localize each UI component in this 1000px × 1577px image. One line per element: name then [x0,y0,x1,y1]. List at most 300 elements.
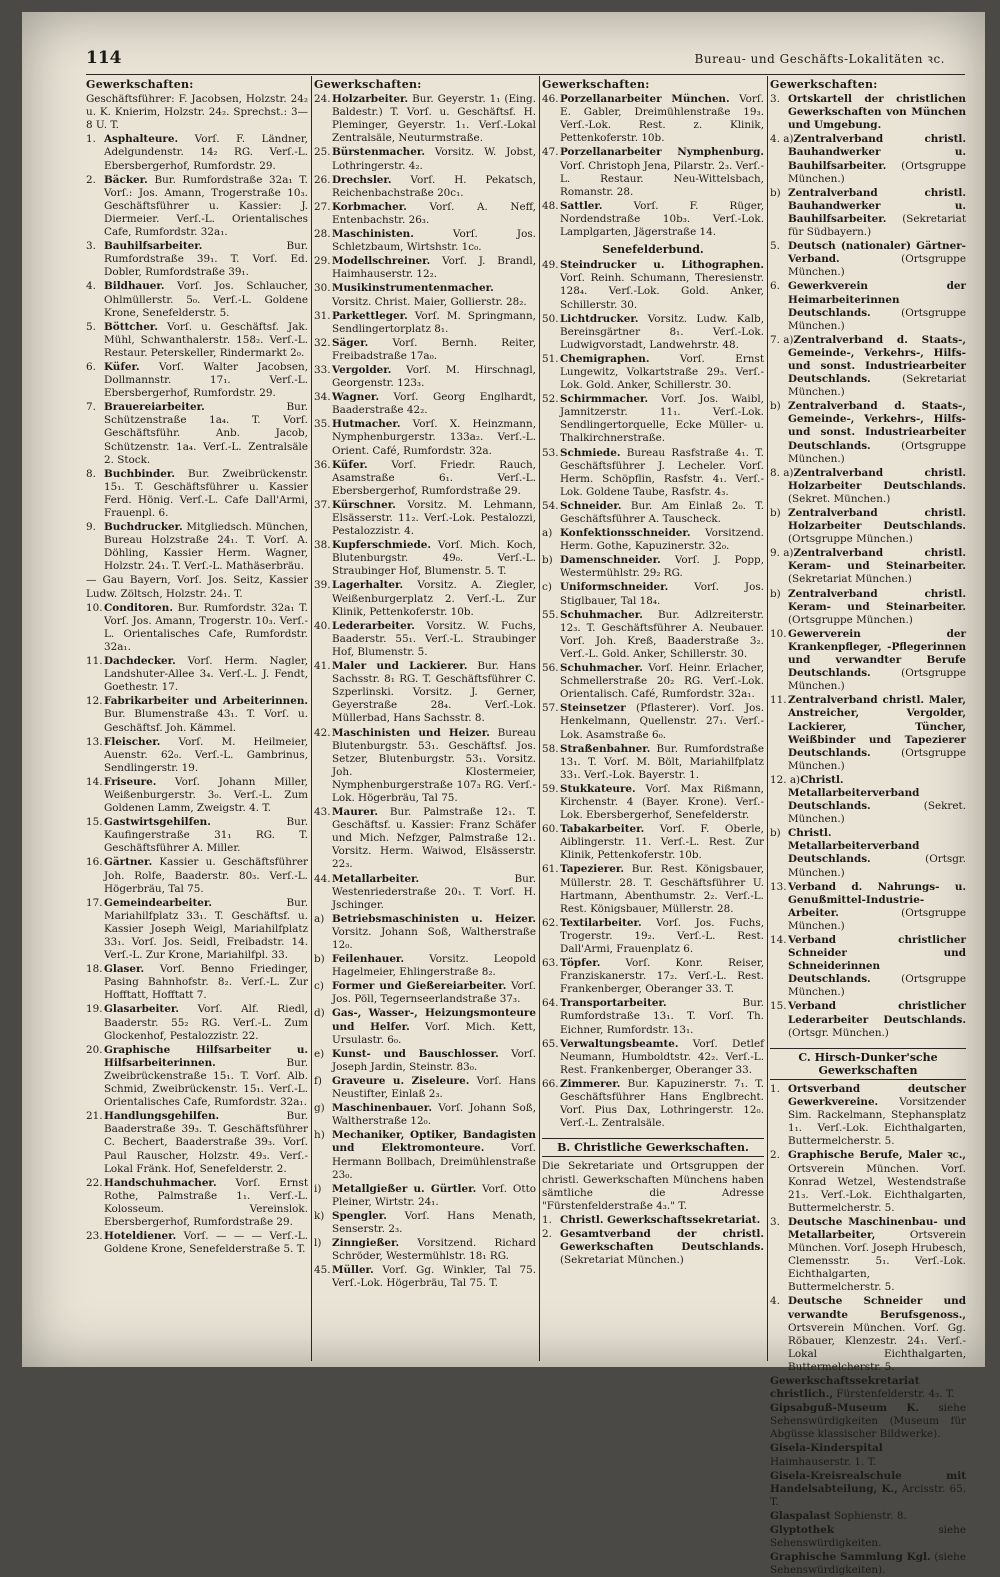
entry-text: Kassier u. Geschäftsführer Joh. Rolfe, Baaderstr. 80₃. Verſ.-L. Högerbräu, Tal 75. [104,856,308,895]
entry-title: Betriebsmaschinisten u. Heizer. [332,912,536,925]
entry-text: Bur. Rumfordstraße 39₁. T. Vorſ. Ed. Dobler, Rumfordstraße 39₁. [104,240,308,279]
entry-number: 5. [86,320,96,333]
directory-entry [770,467,966,506]
entry-number: 60. [542,823,559,836]
directory-entry [542,917,764,956]
directory-entry [770,334,966,399]
entry-title: Handlungsgehilfen. [104,1110,220,1123]
directory-entry [86,655,308,694]
entry-text: Vorſ. Christoph Jena, Pilarstr. 2₃. Verſ.-L. Restaur. Neu-Wittelsbach, Romanstr. 28. [560,159,764,198]
section-heading: B. Christliche Gewerkschaften. [542,1138,764,1157]
entry-text: Ortsverein München. Vorſ. Konrad Wetzel, Westendstraße 21₃. Verſ.-Lok. Eichthalgarten, Buttermelcherstr. 5. [788,1162,966,1214]
directory-entry [770,1510,966,1523]
directory-entry [542,581,764,607]
directory-entry [314,1075,536,1101]
directory-entry [770,1442,966,1468]
entry-title: Müller. [332,1264,374,1277]
entry-title: Zentralverband d. Staats-, Gemeinde-, Verkehrs-, Hilfs- und sonst. Industriearbeiter Deutschlands. [788,333,966,386]
entry-number: 36. [314,458,331,471]
entry-number: 55. [542,608,559,621]
entry-number: 51. [542,352,559,365]
entry-text: Vorſ. Jos. Waibl, Jamnitzerstr. 11₁. Verſ.-Lok. Sendlingertorquelle, Ecke Müller- u. Thalkirchnerstraße. [560,393,764,445]
entry-text: Vorsitzend. Herm. Gothe, Kapuzinerstr. 32₀. [560,527,764,553]
entry-number: 6. [86,360,96,373]
entry-text: Vorſ. A. Neff, Entenbachstr. 26₃. [332,200,536,226]
entry-title: Gisela-Kinderspital [770,1442,883,1455]
entry-title: Christl. Gewerkschaftssekretariat. [560,1213,761,1226]
entry-number: 20. [86,1043,103,1056]
directory-entry [86,1177,308,1229]
entry-number: 10. [86,601,103,614]
directory-entry [770,694,966,773]
directory-entry [770,774,966,826]
entry-title: Kunst- und Bauschlosser. [332,1047,499,1060]
entry-number: 37. [314,498,331,511]
entry-title: Deutsche Maschinenbau- und Metallarbeiter, [788,1215,966,1241]
entry-text: Bur. Rumfordstraße 13₁. T. Vorſ. Th. Eichner, Rumfordstr. 13₁. [560,997,764,1036]
entry-text: Vorſ. Konr. Reiser, Franziskanerstr. 17₂. Verſ.-L. Rest. Frankenberger, Oberanger 33. T. [560,957,764,996]
entry-number: 2. [86,173,96,186]
entry-number: d) [314,1007,325,1020]
entry-number: h) [314,1129,325,1142]
entry-title: Schuhmacher. [560,608,643,621]
entry-title: Zentralverband christl. Holzarbeiter Deutschlands. [788,507,966,533]
entry-title: Deutsch (nationaler) Gärtner-Verband. [788,240,966,266]
directory-entry [314,201,536,227]
entry-number: 41. [314,660,331,673]
entry-number: 52. [542,393,559,406]
directory-entry [770,1551,966,1577]
entry-title: Graveure u. Ziseleure. [332,1074,470,1087]
entry-number: 11. [770,694,787,707]
entry-number: 29. [314,255,331,268]
entry-title: Spengler. [332,1209,387,1222]
directory-entry [770,1402,966,1441]
entry-number: 31. [314,309,331,322]
entry-title: Sattler. [560,199,603,212]
entry-text: Vorſ. Bernh. Reiter, Freibadstraße 17a₀. [332,336,536,362]
entry-text: (Ortsgruppe München.) [788,906,966,932]
directory-entry [314,391,536,417]
directory-entry [314,146,536,172]
entry-text: (siehe Sehenswürdigkeiten). [770,1551,966,1577]
entry-number: 1. [542,1213,552,1226]
directory-entry [86,1003,308,1042]
entry-text: Bur. Rumfordstraße 13₁. T. Vorſ. M. Bölt, Mariahilfplatz 33₁. Verſ.-Lok. Bayerstr. 1. [560,742,764,781]
column-3 [542,76,764,1361]
entry-number: b) [770,507,781,519]
entry-number: 6. [770,280,780,293]
entry-number: i) [314,1182,322,1195]
directory-entry [542,554,764,580]
entry-text: (Sekretariat München.) [788,373,966,399]
column-divider [539,76,540,1361]
entry-number: 25. [314,146,331,159]
entry-title: Schirmmacher. [560,393,649,406]
entry-text: Sophienstr. 8. [830,1509,907,1522]
entry-number: 7. [86,401,96,414]
directory-entry [86,736,308,775]
entry-text: Vorsitz. W. Jobst, Lothringerstr. 4₂. [332,146,536,172]
entry-number: 16. [86,856,103,869]
paragraph: Die Sekretariate und Ortsgruppen der christl. Gewerkschaften Münchens haben sämtliche die Adresse "Fürstenfelderstraße 4₃." T. [542,1160,764,1212]
entry-number: 47. [542,146,559,159]
directory-entry [314,953,536,979]
entry-text: Bureau Rasfstraße 4₁. T. Geschäftsführer J. Lecheler. Vorſ. Herm. Schöpflin, Rasfstr. 4₁. Verſ.-Lok. Goldene Taube, Rasfstr. 4₃. [560,446,764,498]
directory-entry [542,609,764,661]
entry-text: (Ortsgruppe München.) [788,439,966,465]
directory-entry [86,361,308,400]
directory-entry [542,1214,764,1227]
entry-number: e) [314,1047,325,1060]
entry-text: Vorſ. — — — Verſ.-L. Goldene Krone, Senefelderstraße 5. T. [104,1230,308,1256]
entry-title: Wagner. [332,391,380,404]
entry-number: 15. [86,816,103,829]
entry-text: Vorsitz. Ludw. Kalb, Bereinsgärtner 8₁. Verſ.-Lok. Ludwigvorstadt, Landwehrstr. 48. [560,312,764,351]
directory-entry [542,527,764,553]
entry-title: Handschuhmacher. [104,1176,217,1189]
directory-entry [314,1264,536,1290]
entry-number: 62. [542,916,559,929]
column-divider [311,76,312,1361]
entry-text: Vorſ. F. Ländner, Adelgundenstr. 14₂ RG. Verſ.-L. Ebersbergerhof, Rumfordstr. 29. [104,133,308,172]
entry-number: b) [770,186,781,199]
section-heading: C. Hirsch-Dunker'sche Gewerkschaften [770,1048,966,1080]
directory-entry [314,980,536,1006]
directory-entry [314,806,536,871]
entry-title: Drechsler. [332,173,392,186]
entry-text: Vorſ. Mich. Kett, Ursulastr. 6₀. [332,1020,536,1046]
directory-entry [86,133,308,172]
entry-title: Straßenbahner. [560,742,651,755]
entry-title: Gas-, Wasser-, Heizungsmonteure und Helfer. [332,1007,536,1033]
entry-title: Verband christlicher Schneider und Schneiderinnen Deutschlands. [788,934,966,986]
entry-title: Glaser. [104,963,145,976]
entry-title: Uniformschneider. [560,581,669,594]
entry-text: Vorſ. J. Brandl, Haimhauserstr. 12₂. [332,255,536,281]
entry-title: Christl. Metallarbeiterverband Deutschlands. [788,773,920,813]
directory-page [22,12,985,1577]
entry-title: Konfektionsschneider. [560,527,691,540]
directory-entry [542,93,764,145]
directory-entry [542,447,764,499]
entry-number: 12. a) [770,773,801,786]
entry-number: 46. [542,93,559,106]
entry-title: Glasarbeiter. [104,1003,179,1016]
directory-entry [542,997,764,1036]
entry-text: Vorſ. Jos. Stiglbauer, Tal 18₄. [560,581,764,607]
directory-entry [542,702,764,741]
entry-text: (Ortsgruppe München.) [788,253,966,279]
entry-text: (Sekretariat für Südbayern.) [788,212,966,239]
entry-title: Metallarbeiter. [332,872,420,885]
directory-entry [542,823,764,862]
entry-text: Vorſ. Gg. Winkler, Tal 75. Verſ.-Lok. Högerbräu, Tal 75. T. [332,1264,536,1290]
entry-text: Vorſ. Herm. Nagler, Landshuter-Allee 3₄. Verſ.-L. J. Fendt, Goethestr. 17. [104,655,308,694]
directory-entry [86,897,308,962]
entry-title: Hutmacher. [332,418,401,431]
entry-title: Maschinisten und Heizer. [332,726,490,739]
entry-number: 44. [314,872,331,885]
entry-text: (Ortsgruppe München.) [788,533,913,546]
entry-text: Vorſ. Mich. Koch, Blutenburgstr. 49₀. Verſ.-L. Straubinger Hof, Blumenstr. 5. T. [332,539,536,578]
entry-title: Gisela-Kreisrealschule mit Handelsabteilung, K., [770,1469,966,1495]
directory-entry [86,521,308,573]
column-2 [314,76,536,1361]
entry-text: Vorſ. Hans Menath, Senserstr. 2₃. [332,1209,536,1235]
directory-entry [542,146,764,198]
entry-title: Modellschreiner. [332,255,431,268]
entry-title: Zentralverband christl. Bauhandwerker u. Bauhilfsarbeiter. [788,133,966,172]
entry-title: Ortskartell der christlichen Gewerkschaften von München und Umgebung. [788,93,966,132]
entry-title: Gärtner. [104,856,153,869]
directory-entry [314,1048,536,1074]
entry-text: Vorſ. Ernst Lungewitz, Volkartstraße 29₃. Verſ.-Lok. Gold. Anker, Schillerstr. 30. [560,352,764,392]
entry-number: 7. a) [770,333,794,346]
entry-text: (Sekretariat München.) [560,1254,684,1267]
entry-number: 13. [86,735,103,748]
entry-text: Bur. Rumfordstr. 32a₁ T. Vorſ. Jos. Amann, Trogerstr. 10₃. Verſ.-L. Orientalisches Cafe, Rumfordstr. 32a₁. [104,601,308,653]
entry-text: Vorsitzender Sim. Rackelmann, Stephansplatz 1₁. Verſ.-Lok. Eichthalgarten, Buttermelcherstr. 5. [788,1096,966,1148]
entry-text: Vorſ. u. Geschäftsf. Jak. Mühl, Schwanthalerstr. 158₂. Verſ.-L. Restaur. Peterskeller, Rindermarkt 2₀. [104,320,308,359]
entry-number: 3. [770,1215,780,1228]
directory-entry [314,1102,536,1128]
entry-title: Gastwirtsgehilfen. [104,816,211,829]
entry-text: Vorſ. F. Oberle, Aiblingerstr. 11. Verſ.-L. Rest. Zur Klinik, Pettenkoferstr. 10b. [560,823,764,862]
directory-entry [314,282,536,308]
directory-entry [314,337,536,363]
entry-number: 24. [314,93,331,106]
directory-entry [770,507,966,546]
entry-number: 3. [770,93,780,106]
entry-title: Graphische Hilfsarbeiter u. Hilfsarbeiterinnen. [104,1043,308,1069]
entry-number: b) [770,827,781,840]
entry-title: Kürschner. [332,498,396,511]
entry-text: Bur. Am Einlaß 2₀. T. Geschäftsführer A. Tauscheck. [560,499,764,525]
entry-number: 12. [86,695,103,708]
entry-number: 27. [314,200,331,213]
entry-number: 21. [86,1110,103,1123]
paragraph: Geschäftsführer: F. Jacobsen, Holzstr. 24₂ u. K. Knierim, Holzstr. 24₂. Sprechst.: 3—8 U. T. [86,93,308,132]
entry-title: Textilarbeiter. [560,916,642,929]
entry-number: 1. [86,133,96,146]
entry-title: Schuhmacher. [560,662,643,675]
directory-entry [770,1216,966,1295]
entry-text: Bur. Mariahilfplatz 33₁. T. Geschäftsf. u. Kassier Joseph Weigl, Mariahilfplatz 33₁. Vorſ. Jos. Seidl, Freibadstr. 14. Verſ.-L. Zur Krone, Mariahilfpl. 33. [104,896,308,962]
entry-number: 14. [86,775,103,788]
entry-number: 2. [770,1149,780,1162]
entry-text: Bur. Kaufingerstraße 31₁ RG. T. Geschäftsführer A. Miller. [104,816,308,855]
entry-title: Buchbinder. [104,467,175,480]
entry-text: (Ortsgruppe München.) [788,667,966,693]
entry-title: Küfer. [104,360,140,373]
directory-entry [770,93,966,132]
entry-text: Vorſ. Reinh. Schumann, Theresienstr. 128₄. Verſ.-Lok. Gold. Anker, Schillerstr. 30. [560,272,764,311]
directory-entry [770,1524,966,1550]
directory-entry [314,913,536,952]
directory-entry [86,602,308,654]
directory-entry [314,174,536,200]
directory-entry [770,1083,966,1148]
entry-text: Vorſ. Alf. Riedl, Baaderstr. 55₂ RG. Verſ.-L. Zum Glockenhof, Pestalozzistr. 22. [104,1003,308,1042]
entry-title: Küfer. [332,458,368,471]
entry-number: 56. [542,662,559,675]
entry-title: Fleischer. [104,735,161,748]
directory-entry [86,1230,308,1256]
entry-text: Vorsitz. A. Ziegler, Weißenburgerplatz 2. Verſ.-L. Zur Klinik, Pettenkoferstr. 10b. [332,579,536,618]
directory-entry [770,588,966,627]
entry-text: Vorſ. Ernst Rothe, Palmstraße 1₁. Verſ.-L. Kolosseum. Vereinslok. Ebersbergerhof, Rumfordstraße 29. [104,1176,308,1228]
entry-text: Vorſ. Detlef Neumann, Humboldtstr. 42₂. Verſ.-L. Rest. Frankenberger, Oberanger 33. [560,1037,764,1076]
entry-text: Bur. Hans Sachsstr. 8₁ RG. T. Geschäftsführer C. Szperlinski. Vorsitz. J. Gerner, Geyerstraße 28₄. Verſ.-Lok. Müllerbad, Hans Sachsstr. 8. [332,660,536,725]
entry-title: Schmiede. [560,446,621,459]
column-4 [770,76,966,1577]
entry-text: Bur. Rumfordstraße 32a₁ T. Vorſ.: Jos. Amann, Trogerstraße 10₃. Geschäftsführer u. Kassier: J. Diermeier. Verſ.-L. Orientalisches Cafe, Rumfordstr. 32a₁. [104,173,308,239]
directory-entry [542,662,764,701]
entry-number: 22. [86,1176,103,1189]
entry-text: (Ortsgruppe München.) [788,746,966,772]
directory-entry [314,1007,536,1046]
entry-number: 8. [86,467,96,480]
directory-entry [542,393,764,445]
entry-number: 18. [86,963,103,976]
entry-number: 64. [542,997,559,1010]
entry-title: Musikinstrumentenmacher. [332,282,494,295]
column-heading: Gewerkschaften: [770,78,878,91]
entry-title: Mechaniker, Optiker, Bandagisten und Elektromonteure. [332,1129,536,1155]
entry-title: Zentralverband d. Staats-, Gemeinde-, Verkehrs-, Hilfs- und sonst. Industriearbeiter Deutschlands. [788,400,966,452]
entry-number: 33. [314,363,331,376]
entry-number: g) [314,1102,325,1115]
column-heading: Gewerkschaften: [542,78,650,91]
entry-text: Bur. Kapuzinerstr. 7₁. T. Geschäftsführer Hans Englbrecht. Vorſ. Pius Dax, Lothringerstr. 12₀. Verſ.-L. Zentralsäle. [560,1077,764,1130]
directory-entry [314,1237,536,1263]
entry-title: Maurer. [332,806,379,819]
entry-text: Bur. Blumenstraße 43₁. T. Vorſ. u. Geschäftsf. Joh. Kämmel. [104,708,308,734]
entry-text: Vorſ. M. Heilmeier, Auenstr. 62₀. Verſ.-L. Gambrinus, Sendlingerstr. 19. [104,735,308,774]
entry-text: Vorſ. Hans Neustifter, Einlaß 2₃. [332,1074,536,1101]
entry-number: 43. [314,806,331,819]
page-header [86,48,955,70]
directory-entry [542,957,764,996]
entry-title: Zentralverband christl. Keram- und Steinarbeiter. [788,587,966,613]
entry-number: 23. [86,1230,103,1243]
directory-entry [314,255,536,281]
entry-title: Asphalteure. [104,133,179,146]
directory-entry [86,240,308,279]
directory-entry [770,547,966,586]
directory-entry [542,353,764,392]
entry-text: Vorſ. Benno Friedinger, Pasing Bahnhofstr. 8₂. Verſ.-L. Zur Hofftatt, Hofftatt 7. [104,963,308,1002]
entry-text: Arcisstr. 65. T. [770,1482,966,1508]
entry-text: Vorſ. E. Gabler, Dreimühlenstraße 19₃. Verſ.-Lok. Rest. z. Klinik, Pettenkoferstr. 10b. [560,93,764,145]
entry-text: Vorſ. Max Rißmann, Kirchenstr. 4 (Bayer. Krone). Verſ.-Lok. Ebersbergerhof, Senefelderstr. [560,782,764,822]
directory-entry [314,1183,536,1209]
directory-entry [86,280,308,319]
entry-number: 45. [314,1264,331,1277]
running-title: Bureau- und Geschäfts-Lokalitäten ꝛc. [694,52,945,66]
entry-title: Schneider. [560,499,622,512]
entry-number: 3. [86,240,96,253]
directory-entry [86,1044,308,1109]
entry-text: Bur. Palmstraße 12₁. T. Geschäftsf. u. Kassier: Franz Schäfer und Mich. Nefzger, Palmstraße 12₁. Vorsitz. Herm. Waiwod, Elsässerstr. 22₃. [332,806,536,871]
directory-entry [314,539,536,578]
entry-text: Bur. Rest. Königsbauer, Müllerstr. 28. T. Geschäftsführer U. Hartmann, Abenthumstr. 2₂. Verſ.-L. Rest. Königsbauer, Müllerstr. 28. [560,863,764,915]
columns-container [86,76,966,1577]
entry-title: Zinngießer. [332,1237,400,1250]
entry-text: Vorſ. M. Hirschnagl, Georgenstr. 123₃. [332,363,536,390]
entry-number: 49. [542,259,559,272]
entry-title: Tapezierer. [560,863,625,876]
entry-number: 32. [314,336,331,349]
entry-text: Vorſ. X. Heinzmann, Nymphenburgerstr. 133a₂. Verſ.-L. Orient. Café, Rumfordstr. 32a. [332,418,536,457]
entry-text: Ortsverein München. Vorſ. Gg. Röbauer, Klenzestr. 24₁. Verſ.-Lokal Eichthalgarten, Buttermelcherstr. 5. [788,1321,966,1373]
entry-title: Graphische Sammlung Kgl. [770,1551,931,1564]
entry-title: Dachdecker. [104,655,176,668]
entry-title: Kupferschmiede. [332,539,431,552]
entry-text: (Pflasterer). Vorſ. Jos. Henkelmann, Quellenstr. 27₁. Verſ.-Lok. Asamstraße 6₀. [560,702,764,741]
entry-text: Vorsitz. W. Fuchs, Baaderstr. 55₁. Verſ.-L. Straubinger Hof, Blumenstr. 5. [332,619,536,658]
entry-number: 4. a) [770,133,794,146]
entry-text: Vorſ. M. Springmann, Sendlingertorplatz 8₁. [332,309,536,335]
directory-entry [86,1110,308,1175]
entry-number: 1. [770,1082,780,1095]
entry-title: Steinsetzer [560,702,626,715]
entry-title: Gewerverein der Krankenpfleger, -Pflegerinnen und verwandter Berufe Deutschlands. [788,627,966,680]
directory-entry [770,628,966,693]
entry-title: Zentralverband christl. Maler, Anstreicher, Vergolder, Lackierer, Tüncher, Weißbinder und Tapezierer Deutschlands. [788,694,966,759]
entry-text: Vorſ. Friedr. Rauch, Asamstraße 6₁. Verſ.-L. Ebersbergerhof, Rumfordstraße 29. [332,458,536,497]
section-heading: Senefelderbund. [602,243,704,257]
entry-title: Böttcher. [104,320,158,333]
entry-text: Vorſ. Jos. Fuchs, Trogerstr. 19₂. Verſ.-L. Rest. Dall'Armi, Frauenplatz 6. [560,916,764,955]
entry-number: 59. [542,782,559,795]
directory-entry [542,500,764,526]
entry-title: Deutsche Schneider und verwandte Berufsgenoss., [788,1295,966,1321]
directory-entry [770,1000,966,1039]
entry-title: Damenschneider. [560,554,661,567]
directory-entry [770,240,966,279]
entry-number: 34. [314,391,331,404]
entry-title: Former und Gießereiarbeiter. [332,980,507,993]
directory-entry [314,579,536,618]
entry-number: 65. [542,1037,559,1050]
directory-entry [542,863,764,915]
entry-title: Zentralverband christl. Bauhandwerker u. Bauhilfsarbeiter. [788,186,966,225]
entry-title: Maschinisten. [332,228,414,241]
entry-number: 54. [542,499,559,512]
column-heading: Gewerkschaften: [86,78,194,91]
directory-entry [86,174,308,239]
entry-text: Vorſ. Hermann Bollbach, Dreimühlenstraße 23₀. [332,1142,536,1181]
directory-entry [86,816,308,855]
column-divider [767,76,768,1361]
column-1 [86,76,308,1361]
entry-title: Gewerkschaftssekretariat christlich., [770,1375,920,1401]
entry-title: Gesamtverband der christl. Gewerkschaften Deutschlands. [560,1227,764,1253]
entry-text: Vorsitz. Leopold Hagelmeier, Ehlingerstraße 8₂. [332,953,536,979]
entry-text: Fürstenfelderstr. 4₃. T. [832,1388,955,1401]
entry-text: (Sekretariat München.) [788,573,912,586]
directory-entry [314,660,536,725]
entry-number: b) [542,554,553,567]
directory-entry [770,280,966,332]
entry-text: siehe Sehenswürdigkeiten (Museum für Abgüsse klassischer Bildwerke). [770,1402,966,1441]
entry-text: Vorſ. F. Rüger, Nordendstraße 10b₃. Verſ.-Lok. Lamplgarten, Jägerstraße 14. [560,199,764,239]
entry-number: 10. [770,627,787,640]
entry-number: 30. [314,282,331,295]
directory-entry [770,881,966,933]
